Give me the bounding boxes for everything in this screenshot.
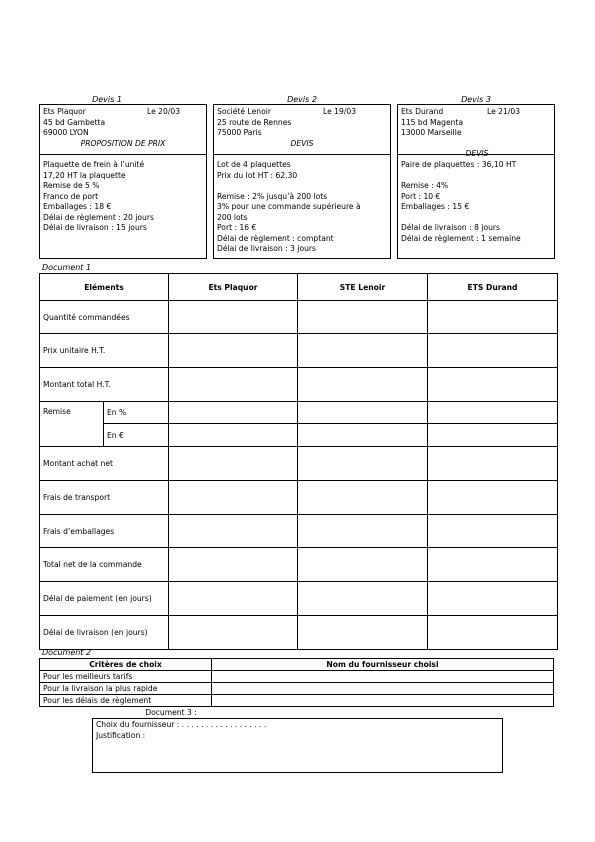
cell-input[interactable] [428, 548, 558, 582]
table-row [40, 402, 558, 424]
col-header-criteria: Critères de choix [40, 659, 212, 671]
devis-1-date: Le 20/03 [147, 107, 181, 116]
cell-input[interactable] [428, 301, 558, 334]
cell-input[interactable] [169, 368, 298, 402]
devis-1-line: Plaquette de frein à l’unité [43, 160, 145, 169]
justification-label: Justification : [96, 731, 146, 740]
row-label-qty: Quantité commandées [40, 301, 169, 334]
row-label-transport: Frais de transport [40, 481, 169, 515]
row-label-paiement: Délai de paiement (en jours) [40, 582, 169, 616]
col-header-supplier: Nom du fournisseur choisi [212, 659, 554, 671]
cell-input[interactable] [298, 481, 428, 515]
devis-2-line: Lot de 4 plaquettes [217, 160, 291, 169]
criteria-label: Pour les délais de règlement [40, 695, 212, 707]
col-header-plaquor: Ets Plaquor [169, 274, 298, 301]
devis-2-company: Société Lenoir [217, 107, 271, 116]
devis-2-line [217, 181, 361, 192]
cell-input[interactable] [428, 616, 558, 650]
devis-2-doctype: DEVIS [290, 139, 314, 148]
table-row [40, 671, 554, 683]
devis-1-line: Remise de 5 % [43, 181, 100, 190]
devis-2-line: Port : 16 € [217, 223, 257, 232]
cell-input[interactable] [169, 447, 298, 481]
col-header-durand: ETS Durand [428, 274, 558, 301]
devis-3-box [397, 104, 555, 259]
devis-3-line: Port : 10 € [401, 191, 441, 201]
devis-2-box [213, 104, 391, 259]
devis-1-title: Devis 1 [92, 95, 122, 104]
cell-input[interactable] [428, 515, 558, 548]
devis-2-city: 75000 Paris [217, 128, 262, 137]
row-label-unit-price: Prix unitaire H.T. [40, 334, 169, 368]
row-label-remise: Remise [40, 402, 104, 447]
choice-criteria-table [39, 658, 554, 707]
supplier-choice-line: Choix du fournisseur : . . . . . . . . . . . . . . . . . . [96, 720, 267, 729]
devis-2-line: 200 lots [217, 212, 248, 222]
cell-input[interactable] [169, 301, 298, 334]
devis-3-line [401, 171, 521, 182]
cell-input[interactable] [169, 548, 298, 582]
cell-input[interactable] [298, 548, 428, 582]
devis-3-city: 13000 Marseille [401, 128, 462, 137]
devis-1-line: Franco de port [43, 191, 99, 201]
devis-3-doctype: DEVIS [465, 149, 489, 158]
devis-2-address: 25 route de Rennes [217, 117, 292, 127]
table-row [40, 481, 558, 515]
cell-input[interactable] [428, 402, 558, 424]
row-label-emballages: Frais d’emballages [40, 515, 169, 548]
devis-2-title: Devis 2 [287, 95, 317, 104]
devis-1-line: 17,20 HT la plaquette [43, 170, 126, 180]
devis-3-company: Ets Durand [401, 107, 444, 116]
devis-1-line: Délai de règlement : 20 jours [43, 212, 154, 222]
devis-2-line: Délai de règlement : comptant [217, 233, 334, 243]
table-row [40, 582, 558, 616]
devis-1-line: Délai de livraison : 15 jours [43, 223, 147, 232]
document-2-label: Document 2 [42, 648, 92, 657]
devis-3-line [401, 213, 521, 224]
cell-input[interactable] [428, 582, 558, 616]
row-label-net: Montant achat net [40, 447, 169, 481]
cell-input[interactable] [428, 334, 558, 368]
table-row [40, 424, 558, 447]
devis-1-doctype: PROPOSITION DE PRIX [80, 139, 166, 148]
cell-input[interactable] [298, 447, 428, 481]
devis-3-line: Paire de plaquettes : 36,10 HT [401, 160, 517, 169]
cell-input[interactable] [298, 301, 428, 334]
devis-1-company: Ets Plaquor [43, 107, 86, 116]
document-3-box[interactable] [92, 718, 503, 773]
cell-input[interactable] [298, 616, 428, 650]
devis-1-address: 45 bd Gambetta [43, 117, 106, 127]
cell-input[interactable] [298, 402, 428, 424]
devis-1-box [39, 104, 207, 259]
row-label-livraison: Délai de livraison (en jours) [40, 616, 169, 650]
comparison-table [39, 273, 558, 650]
table-row [40, 515, 558, 548]
devis-2-body [217, 160, 361, 255]
devis-1-line: Emballages : 18 € [43, 202, 112, 211]
devis-3-address: 115 bd Magenta [401, 117, 464, 127]
table-header-row [40, 659, 554, 671]
cell-input[interactable] [169, 424, 298, 447]
table-header-row [40, 274, 558, 301]
criteria-label: Pour les meilleurs tarifs [40, 671, 212, 683]
row-label-total-net: Total net de la commande [40, 548, 169, 582]
table-row [40, 368, 558, 402]
row-label-total-ht: Montant total H.T. [40, 368, 169, 402]
devis-3-line: Emballages : 15 € [401, 202, 470, 211]
col-header-elements: Eléments [40, 274, 169, 301]
table-row [40, 616, 558, 650]
row-label-remise-pct: En % [104, 402, 169, 424]
cell-input[interactable] [428, 368, 558, 402]
table-row [40, 683, 554, 695]
devis-1-body [43, 160, 154, 234]
cell-input[interactable] [298, 582, 428, 616]
devis-2-line: Délai de livraison : 3 jours [217, 244, 317, 253]
devis-2-date: Le 19/03 [323, 107, 357, 116]
table-row [40, 334, 558, 368]
devis-3-line: Délai de livraison : 8 jours [401, 223, 501, 232]
row-label-remise-eur: En € [104, 424, 169, 447]
cell-input[interactable] [298, 368, 428, 402]
devis-2-line: Prix du lot HT : 62,30 [217, 170, 298, 180]
devis-3-date: Le 21/03 [487, 107, 521, 116]
devis-3-body [401, 160, 521, 244]
supplier-input[interactable] [212, 671, 554, 683]
criteria-label: Pour la livraison la plus rapide [40, 683, 212, 695]
col-header-lenoir: STE Lenoir [298, 274, 428, 301]
devis-2-line: Remise : 2% jusqu’à 200 lots [217, 191, 328, 201]
cell-input[interactable] [428, 481, 558, 515]
devis-3-line: Remise : 4% [401, 181, 449, 190]
cell-input[interactable] [298, 334, 428, 368]
cell-input[interactable] [428, 424, 558, 447]
table-row [40, 548, 558, 582]
document-3-label: Document 3 : [145, 708, 197, 717]
cell-input[interactable] [169, 582, 298, 616]
devis-3-title: Devis 3 [461, 95, 491, 104]
table-row [40, 447, 558, 481]
cell-input[interactable] [169, 515, 298, 548]
cell-input[interactable] [298, 515, 428, 548]
table-row [40, 301, 558, 334]
document-1-label: Document 1 [42, 263, 92, 272]
devis-1-city: 69000 LYON [43, 128, 89, 137]
cell-input[interactable] [169, 402, 298, 424]
table-row [40, 695, 554, 707]
cell-input[interactable] [169, 616, 298, 650]
supplier-input[interactable] [212, 695, 554, 707]
cell-input[interactable] [428, 447, 558, 481]
devis-2-line: 3% pour une commande supérieure à [217, 202, 361, 211]
supplier-input[interactable] [212, 683, 554, 695]
cell-input[interactable] [169, 334, 298, 368]
devis-3-line: Délai de règlement : 1 semaine [401, 233, 521, 243]
cell-input[interactable] [298, 424, 428, 447]
cell-input[interactable] [169, 481, 298, 515]
